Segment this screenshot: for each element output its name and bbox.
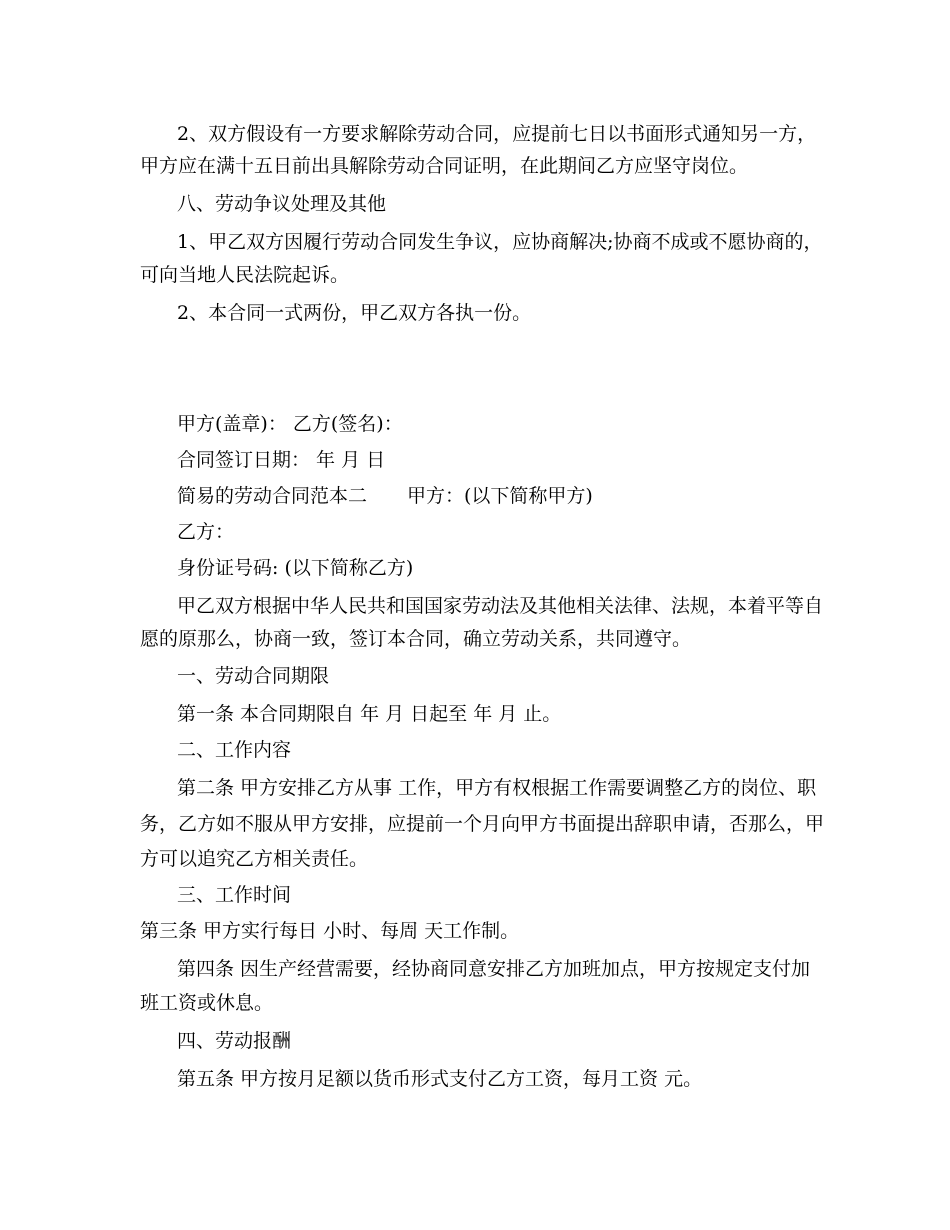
- paragraph-line: 务，乙方如不服从甲方安排，应提前一个月向甲方书面提出辞职申请，否那么，甲: [140, 813, 825, 835]
- section-heading: 八、劳动争议处理及其他: [177, 193, 387, 215]
- party-a-line: 甲方：(以下简称甲方): [407, 485, 593, 507]
- template-title-line: [177, 485, 857, 507]
- paragraph-line: 可向当地人民法院起诉。: [140, 264, 350, 286]
- article-line: 第一条 本合同期限自 年 月 日起至 年 月 止。: [177, 703, 562, 725]
- paragraph-line: 甲乙双方根据中华人民共和国国家劳动法及其他相关法律、法规，本着平等自: [177, 595, 824, 617]
- id-number-line: 身份证号码: (以下简称乙方): [177, 557, 414, 579]
- article-line: 第二条 甲方安排乙方从事 工作，甲方有权根据工作需要调整乙方的岗位、职: [177, 777, 817, 799]
- article-line: 第四条 因生产经营需要，经协商同意安排乙方加班加点，甲方按规定支付加: [177, 958, 811, 980]
- paragraph-line: 2、本合同一式两份，甲乙双方各执一份。: [177, 302, 532, 324]
- section-heading: 三、工作时间: [177, 884, 292, 906]
- article-line: 第三条 甲方实行每日 小时、每周 天工作制。: [140, 920, 520, 942]
- party-b-line: 乙方：: [177, 521, 235, 543]
- section-heading: 二、工作内容: [177, 739, 292, 761]
- signing-date-line: 合同签订日期： 年 月 日: [177, 449, 386, 471]
- paragraph-line: 方可以追究乙方相关责任。: [140, 848, 369, 870]
- paragraph-line: 班工资或休息。: [140, 992, 274, 1014]
- signature-line: 甲方(盖章)： 乙方(签名)：: [177, 413, 403, 435]
- template-title: 简易的劳动合同范本二: [177, 485, 368, 507]
- paragraph-line: 1、甲乙双方因履行劳动合同发生争议，应协商解决;协商不成或不愿协商的，: [177, 231, 823, 253]
- section-heading: 四、劳动报酬: [177, 1030, 292, 1052]
- paragraph-line: 愿的原那么，协商一致，签订本合同，确立劳动关系，共同遵守。: [140, 628, 692, 650]
- section-heading: 一、劳动合同期限: [177, 665, 330, 687]
- paragraph-line: 2、双方假设有一方要求解除劳动合同，应提前七日以书面形式通知另一方，: [177, 123, 817, 145]
- paragraph-line: 甲方应在满十五日前出具解除劳动合同证明，在此期间乙方应坚守岗位。: [140, 155, 749, 177]
- article-line: 第五条 甲方按月足额以货币形式支付乙方工资，每月工资 元。: [177, 1068, 703, 1090]
